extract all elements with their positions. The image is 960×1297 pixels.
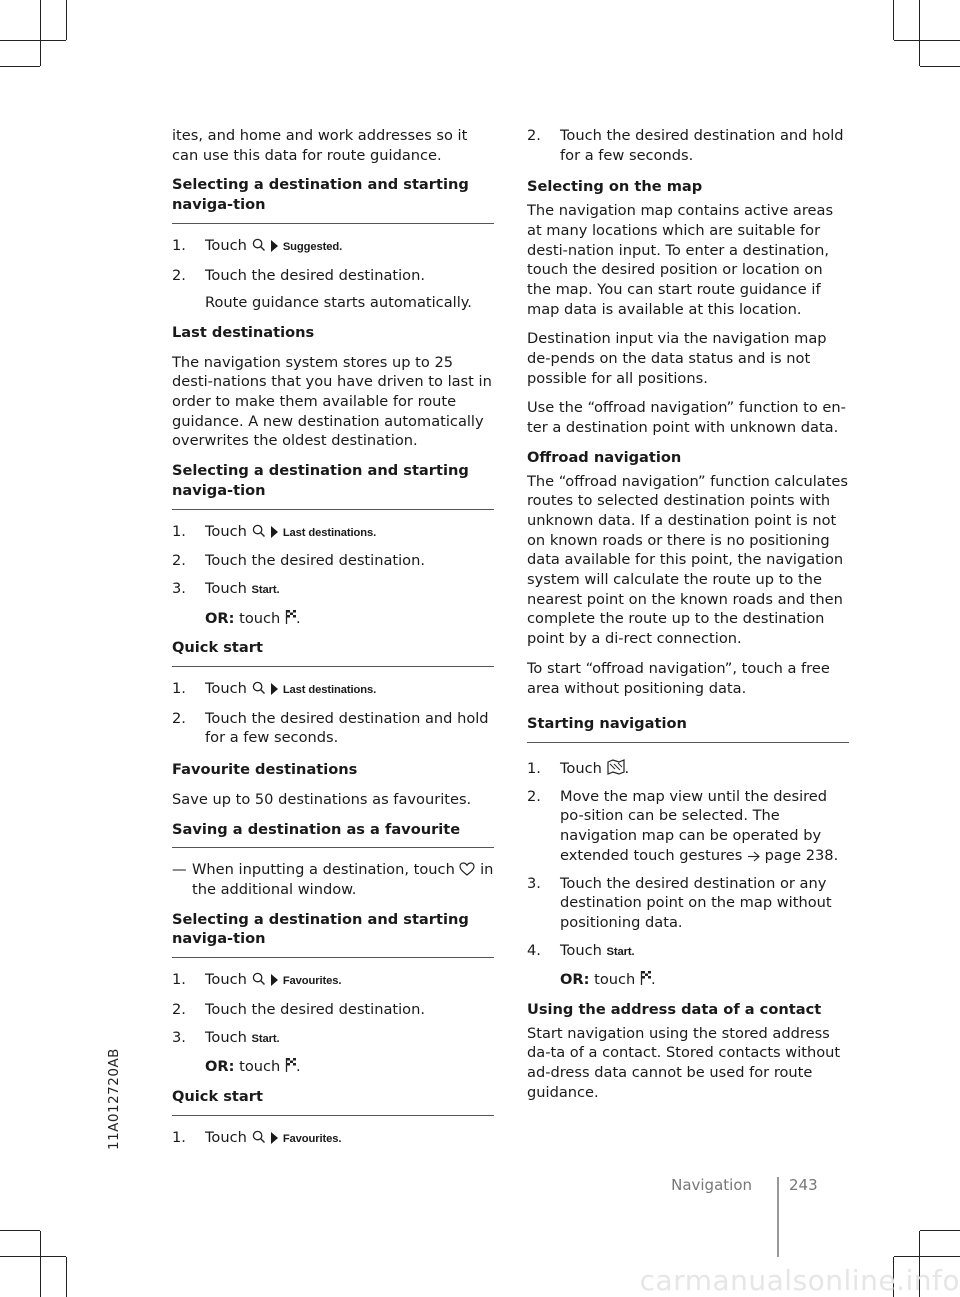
left-column [172,126,494,1157]
footer-divider [777,1177,779,1257]
step-item: 1. Touch Favourites. [172,1128,342,1146]
crop-mark [40,0,41,66]
step-item: 2. Touch the desired destination. [172,266,425,284]
step-item: 2. Move the map view until the desired po-sition can be selected. The navigation map can be operated by extended touch gestures page 238. [527,787,839,864]
checkered-flag-icon [640,970,651,986]
section-heading: Selecting a destination and starting naviga-tion [172,461,494,509]
body-paragraph: Start navigation using the stored address da-ta of a contact. Stored contacts without ad-dress data cannot be used for route guidance. [527,1024,841,1101]
right-column [527,126,849,1113]
crop-mark [920,66,960,67]
page-reference[interactable]: page 238. [764,846,839,864]
step-item: 1. Touch Suggested. [172,236,343,254]
alternative-step: OR: touch . [560,971,656,989]
step-item: 2. Touch the desired destination and hold for a few seconds. [527,127,844,164]
watermark: carmanualsonline.info [639,1264,960,1297]
section-heading: Favourite destinations [172,761,358,779]
step-item: 2. Touch the desired destination. [172,1000,425,1018]
step-item: 1. Touch Last destinations. [172,680,377,698]
search-icon [252,972,266,986]
page-number: 243 [789,1176,818,1194]
checkered-flag-icon [285,1057,296,1073]
alternative-step: OR: touch . [205,609,301,627]
body-paragraph: The “offroad navigation” function calculates routes to selected destination points with unknown data. If a destination point is not on known roads or there is no positioning data available for this point, the navigation system will calculate the route up to the nearest point on the known roads and then complete the route up to the destination point by a di-rect connection. [527,472,849,648]
search-icon [252,524,266,538]
document-code: 11A012720AB [106,1048,122,1150]
crop-mark [66,1257,67,1297]
body-paragraph: To start “offroad navigation”, touch a free area without positioning data. [527,659,830,697]
crop-mark [893,0,894,40]
body-paragraph: Save up to 50 destinations as favourites. [172,790,472,808]
suggested-button-label: Suggested [282,240,340,253]
section-heading: Quick start [172,1087,494,1116]
footer-section-title: Navigation [671,1176,752,1194]
start-button-label: Start [251,583,277,596]
crop-mark [0,1256,66,1257]
start-button-label: Start [606,945,632,958]
crop-mark [894,1256,960,1257]
section-heading: Using the address data of a contact [527,1001,822,1019]
step-item: 1. Touch . [527,759,630,777]
arrow-right-icon [270,974,278,986]
crop-mark [66,0,67,40]
cross-reference-arrow-icon [747,851,760,862]
step-result: Route guidance starts automatically. [205,294,472,312]
section-heading: Selecting a destination and starting naviga-tion [172,175,494,223]
favourites-button-label: Favourites [282,1132,339,1145]
heart-icon [459,862,475,876]
dash-item: — When inputting a destination, touch in the additional window. [172,861,494,898]
arrow-right-icon [270,526,278,538]
arrow-right-icon [270,1132,278,1144]
body-paragraph: The navigation system stores up to 25 desti-nations that you have driven to last in order to make them available for route guidance. A new destination automatically overwrites the oldest destination. [172,353,492,450]
crop-mark [0,1230,40,1231]
body-paragraph: The navigation map contains active areas at many locations which are suitable for desti-nation input. To enter a destination, touch the desired position or location on the map. You can start route guidance if map data is available at this location. [527,202,834,318]
step-item: 2. Touch the desired destination and hold for a few seconds. [172,709,489,747]
intro-paragraph: ites, and home and work addresses so it can use this data for route guidance. [172,127,468,164]
step-item: 1. Touch Last destinations. [172,522,377,540]
step-item: 3. Touch the desired destination or any destination point on the map without positioning data. [527,874,832,931]
step-item: 3. Touch Start. [172,1028,280,1046]
section-heading: Selecting on the map [527,178,703,196]
last-destinations-button-label: Last destinations [282,684,374,697]
last-destinations-button-label: Last destinations [282,526,374,539]
section-heading: Selecting a destination and starting naviga-tion [172,910,494,958]
section-heading: Offroad navigation [527,448,682,466]
map-icon [607,759,625,775]
section-heading: Quick start [172,638,494,667]
body-paragraph: Use the “offroad navigation” function to en-ter a destination point with unknown data. [527,399,846,437]
step-item: 1. Touch Favourites. [172,971,342,989]
step-item: 2. Touch the desired destination. [172,552,425,570]
section-heading: Starting navigation [527,714,849,743]
step-item: 4. Touch Start. [527,941,635,959]
search-icon [252,681,266,695]
alternative-step: OR: touch . [205,1058,301,1076]
search-icon [252,238,266,252]
crop-mark [40,1231,41,1297]
search-icon [252,1130,266,1144]
start-button-label: Start [251,1032,277,1045]
favourites-button-label: Favourites [282,975,339,988]
body-paragraph: Destination input via the navigation map de-pends on the data status and is not possible for all positions. [527,330,827,387]
crop-mark [0,66,40,67]
arrow-right-icon [270,683,278,695]
crop-mark [919,0,920,66]
section-heading: Saving a destination as a favourite [172,820,494,849]
step-item: 3. Touch Start. [172,579,280,597]
section-heading: Last destinations [172,323,315,341]
checkered-flag-icon [285,609,296,625]
crop-mark [0,40,66,41]
crop-mark [894,40,960,41]
arrow-right-icon [270,240,278,252]
crop-mark [920,1230,960,1231]
